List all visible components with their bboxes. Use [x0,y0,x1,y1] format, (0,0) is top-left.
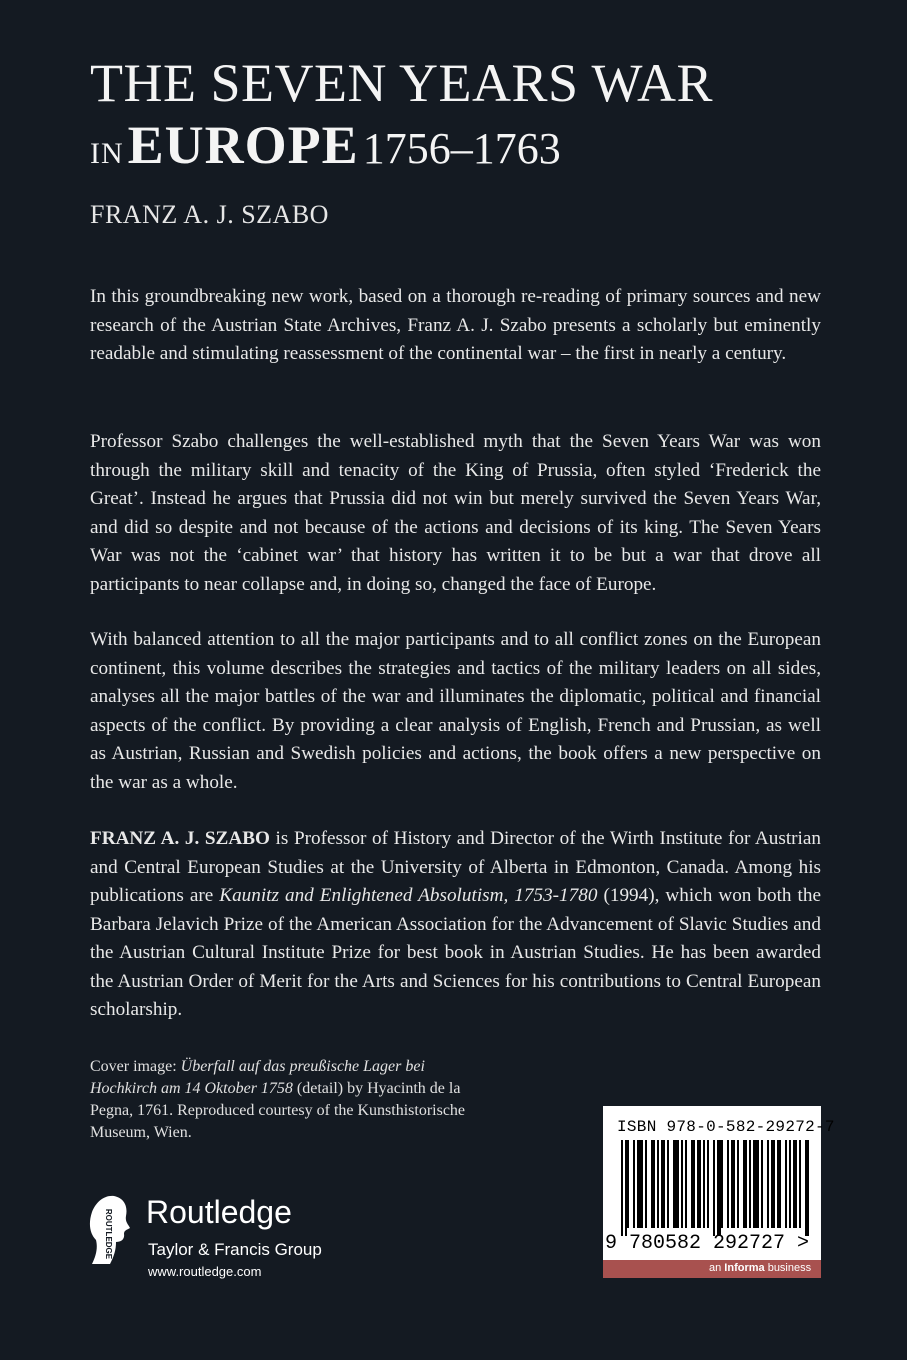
barcode-bar [645,1140,647,1228]
barcode-bar [785,1140,787,1228]
blurb-paragraph-3 [90,626,821,821]
barcode-bar [661,1140,663,1228]
barcode-bar [657,1140,659,1228]
publisher-url: www.routledge.com [148,1264,262,1279]
barcode-bar [777,1140,779,1228]
barcode-bar [677,1140,679,1228]
barcode-bar [737,1140,739,1228]
barcode-bar [807,1140,809,1236]
barcode-bar [707,1140,709,1228]
blurb-paragraph-1 [90,283,821,393]
barcode-bar [795,1140,797,1228]
barcode-bar [627,1140,629,1228]
isbn-label: ISBN 978-0-582-29272-7 [617,1118,835,1136]
barcode-bar [767,1140,769,1228]
author-name: FRANZ A. J. SZABO [90,200,329,229]
barcode-bar [717,1140,719,1236]
informa-strip [603,1260,821,1278]
barcode-bar [691,1140,693,1228]
barcode-bar [771,1140,773,1228]
blurb-paragraph-2 [90,428,821,623]
bio-text [90,825,821,1025]
book-title-line1: THE SEVEN YEARS WAR [90,53,714,113]
barcode-bar [757,1140,759,1228]
credit-label: Cover image: [90,1058,181,1075]
barcode-bar [651,1140,653,1228]
publisher-group: Taylor & Francis Group [148,1240,322,1259]
bio-text-b: (1994), which won both the Barbara Jelavich Prize of the American Association for the Advancement of Slavic Studies and the Austrian Cultural Institute Prize for best book in Austrian Studies. He has been awarded the Austrian Order of Merit for the Arts and Sciences for his contributions to Central European scholarship. [90,885,821,1020]
barcode-bar [789,1140,791,1228]
barcode-bar [743,1140,745,1228]
barcode-bar [703,1140,705,1228]
title-in: IN [90,137,124,170]
barcode-bar [625,1140,627,1236]
barcode-bar [799,1140,801,1228]
barcode-bar [755,1140,757,1228]
barcode-bar [673,1140,675,1228]
barcode-bar [639,1140,641,1228]
informa-suffix: business [764,1262,812,1274]
barcode-bar [721,1140,723,1228]
title-years: 1756–1763 [362,124,561,173]
barcode-bar [653,1140,655,1228]
book-title-line2 [90,115,561,175]
barcode-bar [667,1140,669,1228]
barcode-bar [731,1140,733,1228]
barcode-digits: 9 780582 292727 > [605,1232,810,1255]
blurb-text: With balanced attention to all the major participants and to all conflict zones on the European continent, this volume describes the strategies and tactics of the military leaders on all sides, analyses all the major battles of the war and illuminates the diplomatic, political and financial aspects of the conflict. By providing a clear analysis of English, French and Prussian, as well as Austrian, Russian and Swedish policies and actions, the book offers a new perspective on the war as a whole. [90,629,821,793]
title-europe: EUROPE [127,115,359,175]
barcode-icon [621,1140,811,1240]
informa-prefix: an [709,1262,725,1274]
barcode-bar [745,1140,747,1228]
barcode-bar [621,1140,623,1236]
bio-name: FRANZ A. J. SZABO [90,828,270,849]
barcode-bar [637,1140,639,1228]
barcode-bar [697,1140,699,1228]
barcode-bar [773,1140,775,1228]
informa-brand: Informa [724,1262,765,1274]
barcode-bar [749,1140,751,1228]
barcode-bar [633,1140,635,1228]
credit-artwork: Überfall auf das preußische Lager bei Hochkirch am 14 Oktober 1758 [90,1058,425,1097]
credit-rest: (detail) by Hyacinth de la Pegna, 1761. Reproduced courtesy of the Kunsthistorische Museum, Wien. [90,1080,466,1141]
cover-image-credit [90,1056,490,1144]
publisher-name: Routledge [146,1194,292,1230]
barcode-bar [675,1140,677,1228]
author-bio [90,825,821,1049]
barcode-bar [727,1140,729,1228]
barcode-bar [685,1140,687,1228]
barcode-bar [793,1140,795,1228]
barcode-bar [663,1140,665,1228]
barcode-bar [805,1140,807,1236]
barcode-bar [699,1140,701,1228]
informa-business-label [709,1262,811,1274]
isbn-barcode-box [603,1106,835,1260]
barcode-bar [733,1140,735,1228]
barcode-bar [761,1140,763,1228]
barcode-bar [641,1140,643,1228]
barcode-bar [693,1140,695,1228]
bio-book-title: Kaunitz and Enlightened Absolutism, 1753-1780 [219,885,598,906]
barcode-bar [719,1140,721,1236]
logo-text: ROUTLEDGE [104,1208,113,1260]
barcode-bar [681,1140,683,1228]
barcode-bar [753,1140,755,1228]
barcode-bar [779,1140,781,1228]
routledge-logo-icon [84,1194,132,1266]
blurb-text: In this groundbreaking new work, based on a thorough re-reading of primary sources and new research of the Austrian State Archives, Franz A. J. Szabo presents a scholarly but eminently readable and stimulating reassessment of the continental war – the first in nearly a century. [90,286,821,364]
blurb-text: Professor Szabo challenges the well-established myth that the Seven Years War was won through the military skill and tenacity of the King of Prussia, often styled ‘Frederick the Great’. Instead he argues that Prussia did not win but merely survived the Seven Years War, and did so despite and not because of the actions and decisions of its king. The Seven Years War was not the ‘cabinet war’ that history has written it to be but a war that drove all participants to near collapse and, in doing so, changed the face of Europe. [90,431,821,595]
barcode-bar [713,1140,715,1236]
bio-text-a: is Professor of History and Director of the Wirth Institute for Austrian and Central European Studies at the University of Alberta in Edmonton, Canada. Among his publications are [90,828,821,906]
